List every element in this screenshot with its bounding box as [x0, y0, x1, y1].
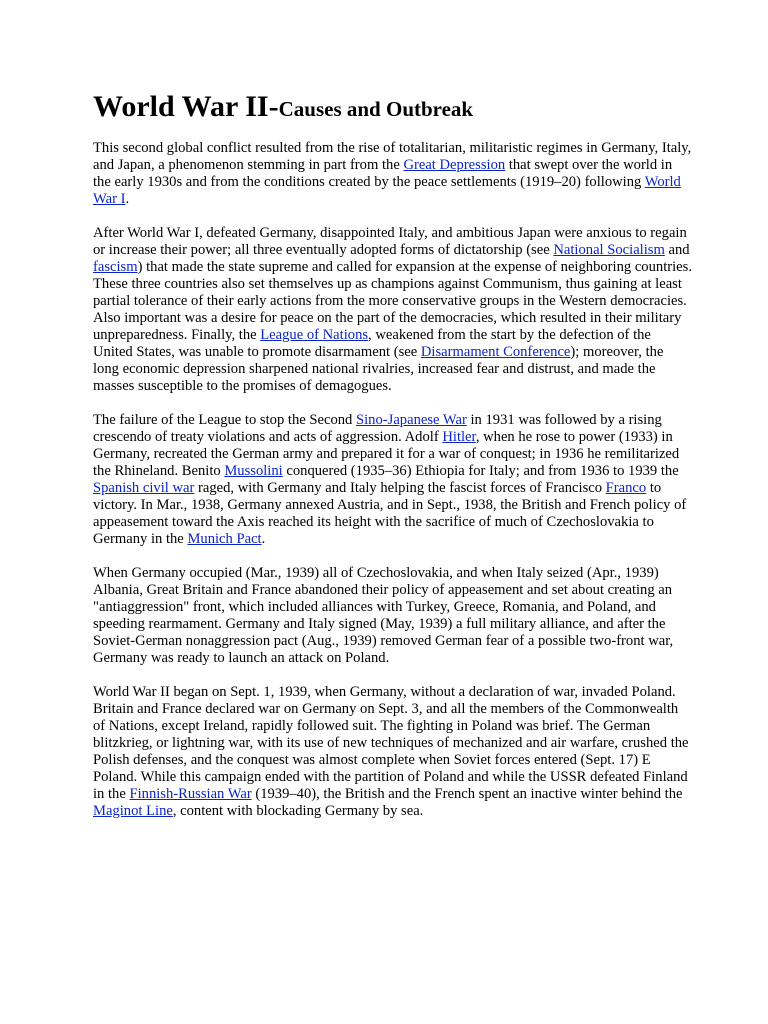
link-franco[interactable]: Franco — [605, 480, 647, 496]
link-hitler[interactable]: Hitler — [442, 429, 476, 445]
text: that swept over the world in the early 1930s and from the conditions created by the peace settlements (1919–20) following — [93, 157, 673, 190]
link-fascism[interactable]: fascism — [93, 259, 138, 275]
text: This second global conflict resulted from the rise of totalitarian, militaristic regimes in Germany, Italy, and Japan, a phenomenon stemming in part from the — [93, 140, 692, 173]
paragraph-causes-intro — [93, 140, 693, 208]
text: and — [664, 242, 690, 258]
text: conquered (1935–36) Ethiopia for Italy; and from 1936 to 1939 the — [282, 463, 679, 479]
text: . — [261, 531, 266, 547]
text: The failure of the League to stop the Second — [93, 412, 357, 428]
text: in 1931 was followed by a rising crescendo of treaty violations and acts of aggression. Adolf — [93, 412, 662, 445]
link-spanish-civil-war[interactable]: Spanish civil war — [93, 480, 195, 496]
paragraph-dictatorships — [93, 225, 693, 395]
paragraph-antiaggression — [93, 565, 693, 667]
text: to victory. In Mar., 1938, Germany annexed Austria, and in Sept., 1938, the British and French policy of appeasement toward the Axis reached its height with the sacrifice of much of Czechoslovakia to Germany in the — [93, 480, 687, 547]
page-title-main: World War II- — [93, 90, 279, 123]
link-finnish-russian-war[interactable]: Finnish-Russian War — [129, 786, 252, 802]
link-disarmament-conference[interactable]: Disarmament Conference — [420, 344, 571, 360]
link-national-socialism[interactable]: National Socialism — [553, 242, 665, 258]
link-mussolini[interactable]: Mussolini — [224, 463, 283, 479]
text: ) that made the state supreme and called for expansion at the expense of neighboring countries. These three countries also set themselves up as champions against Communism, thus gaining at least partial tolerance of their early actions from the more conservative groups in the Western democracies. Also important was a desire for peace on the part of the democracies, which resulted in their military unpreparedness. Finally, the — [93, 259, 692, 343]
paragraph-outbreak — [93, 684, 693, 820]
link-great-depression[interactable]: Great Depression — [403, 157, 506, 173]
link-league-of-nations[interactable]: League of Nations — [260, 327, 369, 343]
link-munich-pact[interactable]: Munich Pact — [187, 531, 262, 547]
link-maginot-line[interactable]: Maginot Line — [93, 803, 173, 819]
text: ); moreover, the long economic depression sharpened national rivalries, increased fear and distrust, and made the masses susceptible to the promises of demagogues. — [93, 344, 664, 394]
text: After World War I, defeated Germany, disappointed Italy, and ambitious Japan were anxious to regain or increase their power; all three eventually adopted forms of dictatorship (see — [93, 225, 687, 258]
text: , content with blockading Germany by sea. — [172, 803, 424, 819]
paragraph-aggression — [93, 412, 693, 548]
text: World War II began on Sept. 1, 1939, when Germany, without a declaration of war, invaded Poland. Britain and France declared war on Germany on Sept. 3, and all the members of the Commonwealth of Nations, except Ireland, rapidly followed suit. The fighting in Poland was brief. The German blitzkrieg, or lightning war, with its use of new techniques of mechanized and air warfare, crushed the Polish defenses, and the conquest was almost complete when Soviet forces entered (Sept. 17) E Poland. While this campaign ended with the partition of Poland and while the USSR defeated Finland in the — [93, 684, 689, 802]
page-title-sub: Causes and Outbreak — [278, 97, 474, 121]
link-sino-japanese-war[interactable]: Sino-Japanese War — [356, 412, 467, 428]
text: When Germany occupied (Mar., 1939) all of Czechoslovakia, and when Italy seized (Apr., 1939) Albania, Great Britain and France abandoned their policy of appeasement and set about creating an "antiaggression" front, which included alliances with Turkey, Greece, Romania, and Poland, and speeding rearmament. Germany and Italy signed (May, 1939) a full military alliance, and after the Soviet-German nonaggression pact (Aug., 1939) removed German fear of a possible two-front war, Germany was ready to launch an attack on Poland. — [93, 565, 674, 666]
text: , when he rose to power (1933) in Germany, recreated the German army and prepared it for a war of conquest; in 1936 he remilitarized the Rhineland. Benito — [93, 429, 680, 479]
link-world-war-i[interactable]: World War I — [93, 174, 681, 207]
text: . — [125, 191, 130, 207]
article — [93, 86, 693, 837]
text: , weakened from the start by the defection of the United States, was unable to promote disarmament (see — [93, 327, 651, 360]
text: (1939–40), the British and the French spent an inactive winter behind the — [251, 786, 683, 802]
page-title — [93, 86, 693, 128]
text: raged, with Germany and Italy helping the fascist forces of Francisco — [194, 480, 606, 496]
